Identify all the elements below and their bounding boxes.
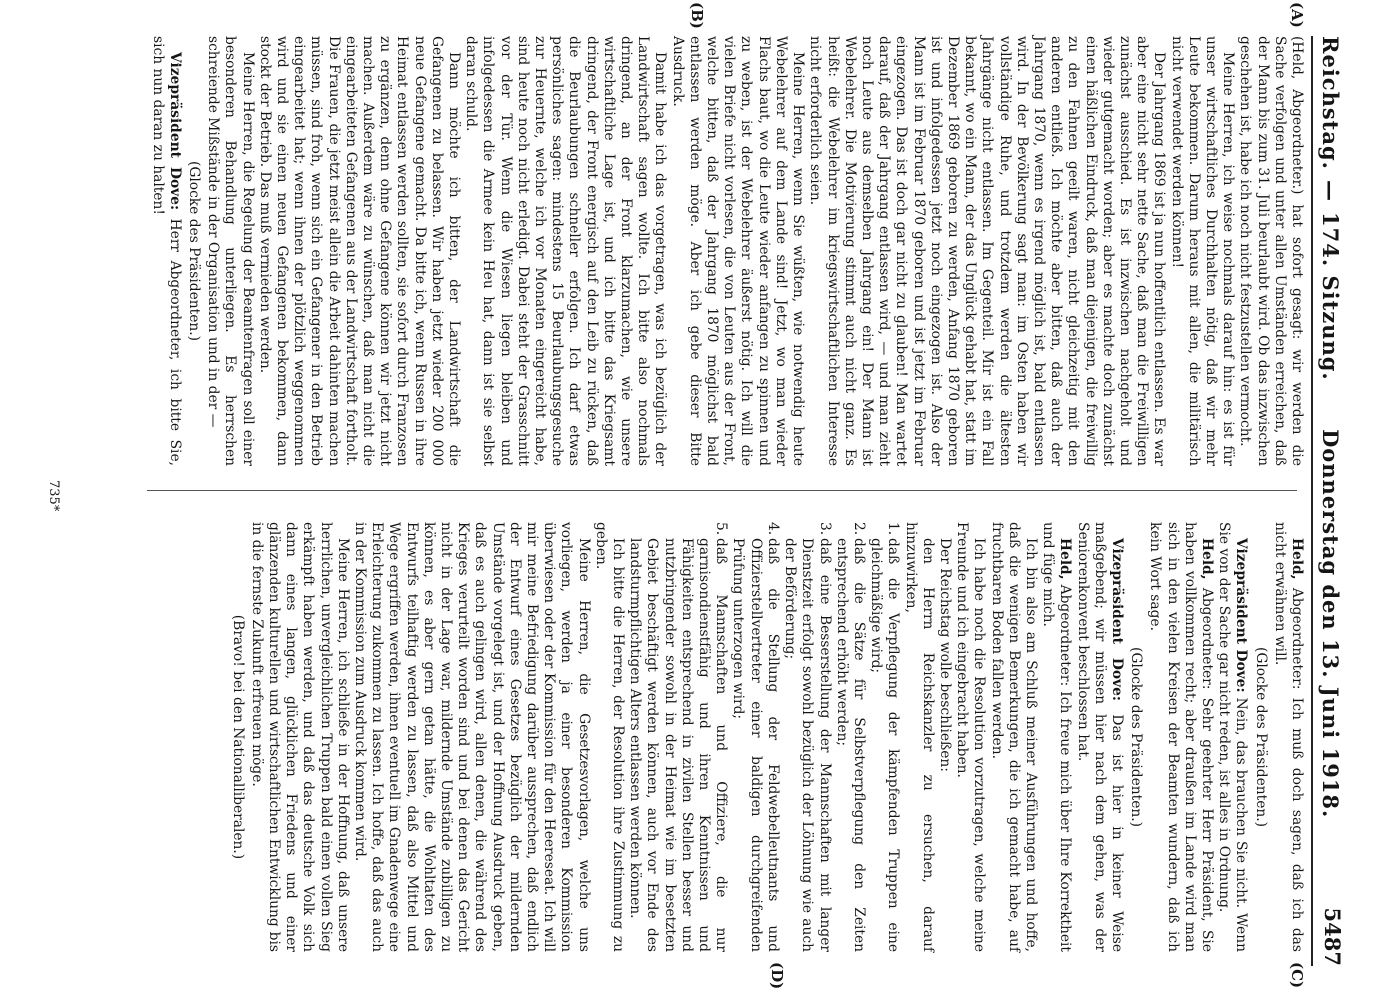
speaker-name: Held, <box>1289 538 1305 580</box>
speech-text: Nein, das brauchen Sie nicht. Wenn Sie von der Sache gar nicht reden, ist alles in Ordnung. <box>1216 522 1250 952</box>
paragraph: Ich bin also am Schluß meiner Ausführungen und hoffe, daß die wenigen Bemerkungen, die ich gemacht habe, auf fruchtbaren Boden fallen werden. <box>988 522 1039 952</box>
header-dash: — <box>1318 179 1343 202</box>
speaker-name: Vizepräsident Dove: <box>166 52 183 211</box>
list-number: 5. <box>713 522 730 536</box>
speech-text: Das ist hier in keiner Weise maßgebend; wir müssen hier nach dem gehen, was der Seniorenkonvent beschlossen hat. <box>1074 522 1125 952</box>
list-number: 1. <box>885 522 902 536</box>
speech-text: Abgeordneter: Sehr geehrter Herr Präsident, Sie haben vollkommen recht; aber draußen im Lande wird man sich in den vielen Kreisen der Beamten wundern, daß ich kein Wort sage. <box>1147 522 1215 952</box>
paragraph: Meine Herren, ich schließe in der Hoffnung, daß unsere herrlichen, unvergleichlichen Truppen bald einen vollen Sieg erkämpft haben werden, und daß das deutsche Volk sich dann eines langen, glücklichen Friedens und einer glänzenden kulturellen und wirtschaftlichen Entwicklung bis in die fernste Zukunft erfreuen möge. <box>248 522 351 952</box>
list-number: 2. <box>850 522 867 536</box>
column-divider <box>147 490 1297 491</box>
header-date: Donnerstag den 13. Juni 1918. <box>1318 429 1343 819</box>
list-text: daß die Stellung der Feldwebelleutnants und Offizierstellvertreter einer baldigen durchgreifenden Prüfung unterzogen wird; <box>730 538 781 952</box>
margin-mark-b: (B) <box>688 2 706 29</box>
paragraph: Der Reichstag wolle beschließen: <box>936 538 953 772</box>
speaker-name: Vizepräsident Dove: <box>1108 538 1125 701</box>
list-item <box>626 522 729 952</box>
stage-direction: (Bravo! bei den Nationalliberalen.) <box>229 614 246 860</box>
list-item <box>729 522 781 952</box>
paragraph-speaker <box>1215 522 1249 952</box>
stage-direction: (Glocke des Präsidenten.) <box>1252 646 1269 828</box>
footer-mark: 735* <box>46 480 61 512</box>
list-number: 3. <box>816 522 833 536</box>
paragraph: den Herrn Reichskanzler zu ersuchen, darauf hinzuwirken, <box>902 522 936 952</box>
list-item <box>781 522 833 952</box>
header-reichstag: Reichstag. <box>1318 36 1343 170</box>
paragraph: Meine Herren, ich weise nochmals darauf hin: es ist für unser wirtschaftliches Durchhalten nötig, daß wir mehr Leute bekommen. Darum heraus mit allen, die militärisch nicht verwendet werden können! <box>1168 36 1237 466</box>
speaker-name: Vizepräsident Dove: <box>1233 538 1250 693</box>
left-column <box>135 2 1306 466</box>
paragraph: Ich bitte die Herren, der Resolution ihre Zustimmung zu geben. <box>592 522 627 952</box>
paragraph: Dann möchte ich bitten, der Landwirtschaft die Gefangenen zu belassen. Wir haben jetzt wieder 200 000 neue Gefangene gemacht. Da bitte ich, wenn Russen in ihre Heimat entlassen werden sollten, sie sofort durch Franzosen zu ergänzen, denn ohne Gefangene können wir jetzt nicht machen. Außerdem wäre zu wünschen, daß man nicht die eingearbeiteten Gefangenen aus der Landwirtschaft fortholt. Die Frauen, die jetzt meist allein die Arbeit dahinten machen müssen, sind froh, wenn sich ein Gefangener in den Betrieb eingearbeitet hat; wenn ihnen der plötzlich weggenommen wird und sie einen neuen Gefangenen bekommen, dann stockt der Betrieb. Das muß vermieden werden. <box>256 36 463 466</box>
header-session: 174. Sitzung. <box>1318 211 1343 381</box>
list-text: daß Mannschaften und Offiziere, die nur garnisondienstfähig und ihren Kenntnissen und Fähigkeiten entsprechend in zivilen Stellen besser und nutzbringender sowohl in der Heimat wie im besetzten Gebiet beschäftigt werden können, auch vor Ende des landsturmpflichtigen Alters entlassen werden können. <box>627 538 730 952</box>
paragraph-speaker <box>1146 522 1215 952</box>
paragraph: Damit habe ich das vorgetragen, was ich bezüglich der Landwirtschaft sagen wollte. Ich bitte also nochmals dringend, an der Front klarzumachen, wie unsere wirtschaftliche Lage ist, und ich bitte das Kriegsamt dringend, der Front energisch auf den Leib zu rücken, daß die Beurlaubungen schneller erfolgen. Ich darf etwas persönliches sagen: mindestens 15 Beurlaubungsgesuche zur Heuernte, welche ich vor Monaten eingereicht habe, sind heute noch nicht erledigt. Dabei steht der Grasschnitt vor der Tür. Wenn die Wiesen liegen bleiben und infolgedessen die Armee kein Heu hat, dann ist sie selbst daran schuld. <box>463 36 669 466</box>
margin-mark-a: (A) <box>1288 2 1306 28</box>
paragraph-speaker <box>1271 522 1305 952</box>
speech-text: Herr Abgeordneter, ich bitte Sie, sich nun daran zu halten! <box>149 36 183 466</box>
header-title <box>1318 36 1343 818</box>
stage-direction: (Glocke des Präsidenten.) <box>186 160 202 342</box>
header-rule <box>1311 36 1313 966</box>
paragraph: Ich habe noch die Resolution vorzutragen, welche meine Freunde und ich eingebracht haben. <box>954 522 988 952</box>
list-number: 4. <box>764 522 781 536</box>
paragraph-speaker <box>148 36 182 466</box>
right-column <box>135 522 1306 990</box>
list-text: daß die Verpflegung der kämpfenden Truppen eine gleichmäßige wird; <box>868 538 902 952</box>
speaker-name: Held, <box>1198 538 1215 580</box>
paragraph: Meine Herren, wenn Sie wüßten, wie notwendig heute Webelehrer auf dem Lande sind! Jetzt, wo man wieder Flachs baut, wo die Leute wieder anfangen zu spinnen und zu weben, ist der Webelehrer äußerst nötig. Ich will die vielen Briefe nicht vorlesen, die von Leuten aus der Front, welche bitten, daß der Jahrgang 1870 möglichst bald entlassen werden möge. Aber ich gebe dieser Bitte Ausdruck. <box>669 36 807 466</box>
list-item <box>833 522 867 952</box>
speech-text: Abgeordneter: Ich muß doch sagen, daß ich das nicht erwähnen will. <box>1271 522 1305 952</box>
paragraph-speaker <box>1039 522 1073 952</box>
stage-direction: (Glocke des Präsidenten.) <box>1128 646 1145 828</box>
paragraph: (Held, Abgeordneter.) hat sofort gesagt: wir werden die Sache verfolgen und unter allen Umständen erreichen, daß der Mann bis zum 31. Juli beurlaubt wird. Ob das inzwischen geschehen ist, habe ich noch nicht festzustellen vermocht. <box>1237 36 1305 466</box>
page-header <box>1315 36 1347 966</box>
page-number: 5487 <box>1320 907 1345 966</box>
paragraph: Meine Herren, die Regelung der Beamtenfragen soll einer besonderen Behandlung unterliegen. Es herrschen schreiende Mißstände in der Organisation und in der — <box>205 36 256 466</box>
speech-text: Abgeordneter: Ich freue mich über Ihre Korrektheit und füge mich. <box>1040 522 1074 952</box>
paragraph: Der Jahrgang 1869 ist ja nun hoffentlich entlassen. Es war aber eine nicht sehr nette Sache, daß man die Freiwilligen zunächst ausschied. Es ist inzwischen nachgeholt und wieder gutgemacht worden; aber es machte doch zunächst einen häßlichen Eindruck, daß man diejenigen, die freiwillig zu den Fahnen geeilt waren, nicht gleichzeitig mit den anderen entließ. Ich möchte aber bitten, daß auch der Jahrgang 1870, wenn es irgend möglich ist, bald entlassen wird. In der Bevölkerung sagt man: im Osten haben wir vollständige Ruhe, und trotzdem werden die ältesten Jahrgänge nicht entlassen. Im Gegenteil. Mir ist ein Fall bekannt, wo ein Mann, der das Unglück gehabt hat, statt im Dezember 1869 geboren zu werden, Anfang 1870 geboren ist und infolgedessen jetzt noch eingezogen ist. Also der Mann ist im Februar 1870 geboren und ist jetzt im Februar eingezogen. Das ist doch gar nicht zu glauben! Man wartet darauf, daß der Jahrgang entlassen wird, — und man zieht noch Leute aus demselben Jahrgang ein! Der Mann ist Webelehrer. Die Motivierung stimmt auch nicht ganz. Es heißt: die Webelehrer im kriegswirtschaftlichen Interesse nicht erforderlich seien. <box>807 36 1168 466</box>
list-text: daß die Sätze für Selbstverpflegung den Zeiten entsprechend erhöht werden; <box>833 538 867 952</box>
paragraph-speaker <box>1073 522 1125 952</box>
paragraph: Meine Herren, die Gesetzesvorlagen, welche uns vorliegen, werden ja einer besonderen Kommission überwiesen oder der Kommission für den Heereseat. Ich will mir meine Befriedigung darüber aussprechen, daß endlich der Entwurf eines Gesetzes bezüglich der mildernden Umstände vorgelegt ist, und der Hoffnung Ausdruck geben, daß es auch gelingen wird, allen denen, die während des Krieges verurteilt worden sind und bei denen das Gericht nicht in der Lage war, mildernde Umstände zubilligen zu können, es aber gern getan hätte, die Wohltaten des Entwurfs teilhaftig werden zu lassen, daß also Mittel und Wege ergriffen werden, ihnen eventuell im Gnadenwege eine Erleichterung zukommen zu lassen. Ich hoffe, daß das auch in der Kommission zum Ausdruck kommen wird. <box>352 522 592 952</box>
margin-mark-c: (C) <box>1288 962 1306 989</box>
list-text: daß eine Besserstellung der Mannschaften mit langer Dienstzeit erfolgt sowohl bezüglich der Löhnung wie auch der Beförderung; <box>782 538 833 952</box>
speaker-name: Held, <box>1057 538 1074 580</box>
margin-mark-d: (D) <box>768 962 786 990</box>
list-item <box>867 522 901 952</box>
